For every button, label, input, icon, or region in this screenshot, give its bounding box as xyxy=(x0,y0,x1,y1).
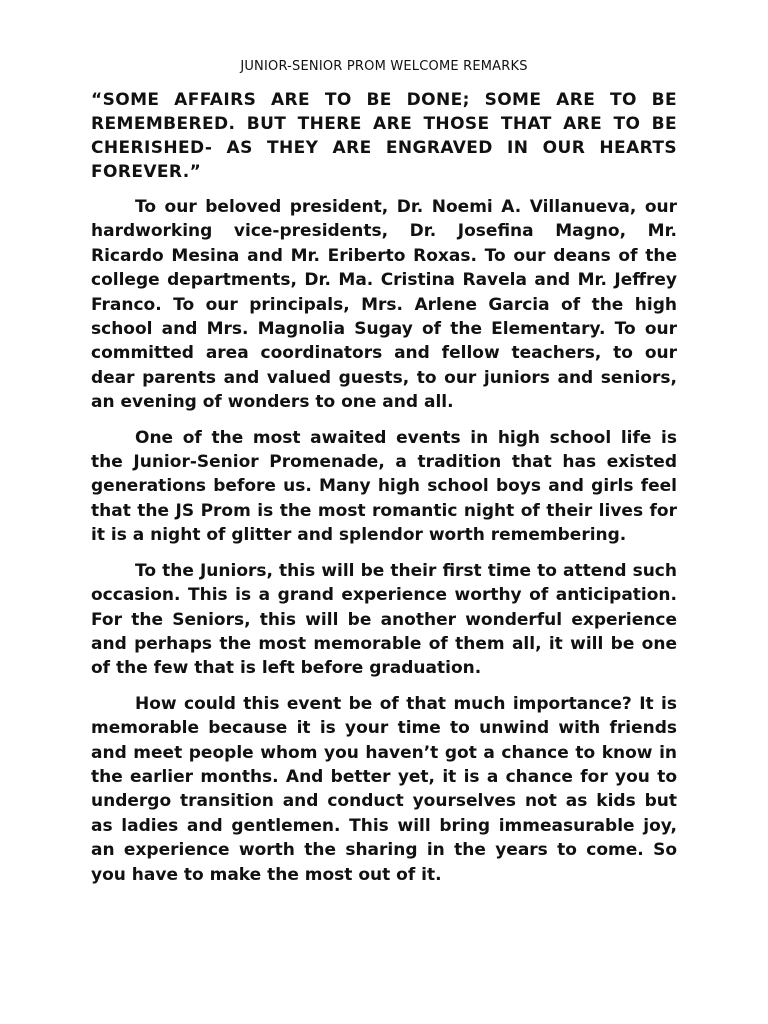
paragraph-tradition: One of the most awaited events in high school life is the Junior-Senior Promenade, a tradition that has existed generations before us. Many high school boys and girls feel that the JS Prom is the most romantic night of their lives for it is a night of glitter and splendor worth remembering. xyxy=(91,427,677,546)
document-title: JUNIOR-SENIOR PROM WELCOME REMARKS xyxy=(240,59,528,74)
paragraph-juniors-seniors: To the Juniors, this will be their first time to attend such occasion. This is a grand experience worthy of anticipation. For the Seniors, this will be another wonderful experience and perhaps the most memorable of them all, it will be one of the few that is left before graduation. xyxy=(91,560,677,679)
document-page xyxy=(91,58,677,898)
paragraph-importance: How could this event be of that much importance? It is memorable because it is your time to unwind with friends and meet people whom you haven’t got a chance to know in the earlier months. And better yet, it is a chance for you to undergo transition and conduct yourselves not as kids but as ladies and gentlemen. This will bring immeasurable joy, an experience worth the sharing in the years to come. So you have to make the most out of it. xyxy=(91,693,677,885)
paragraph-greetings: To our beloved president, Dr. Noemi A. Villanueva, our hardworking vice-presidents, Dr. Josefina Magno, Mr. Ricardo Mesina and Mr. Eriberto Roxas. To our deans of the college departments, Dr. Ma. Cristina Ravela and Mr. Jeffrey Franco. To our principals, Mrs. Arlene Garcia of the high school and Mrs. Magnolia Sugay of the Elementary. To our committed area coordinators and fellow teachers, to our dear parents and valued guests, to our juniors and seniors, an evening of wonders to one and all. xyxy=(91,197,677,413)
epigraph-quote: “SOME AFFAIRS ARE TO BE DONE; SOME ARE TO BE REMEMBERED. BUT THERE ARE THOSE THAT ARE TO BE CHERISHED- AS THEY ARE ENGRAVED IN OUR HEARTS FOREVER.” xyxy=(91,90,677,182)
